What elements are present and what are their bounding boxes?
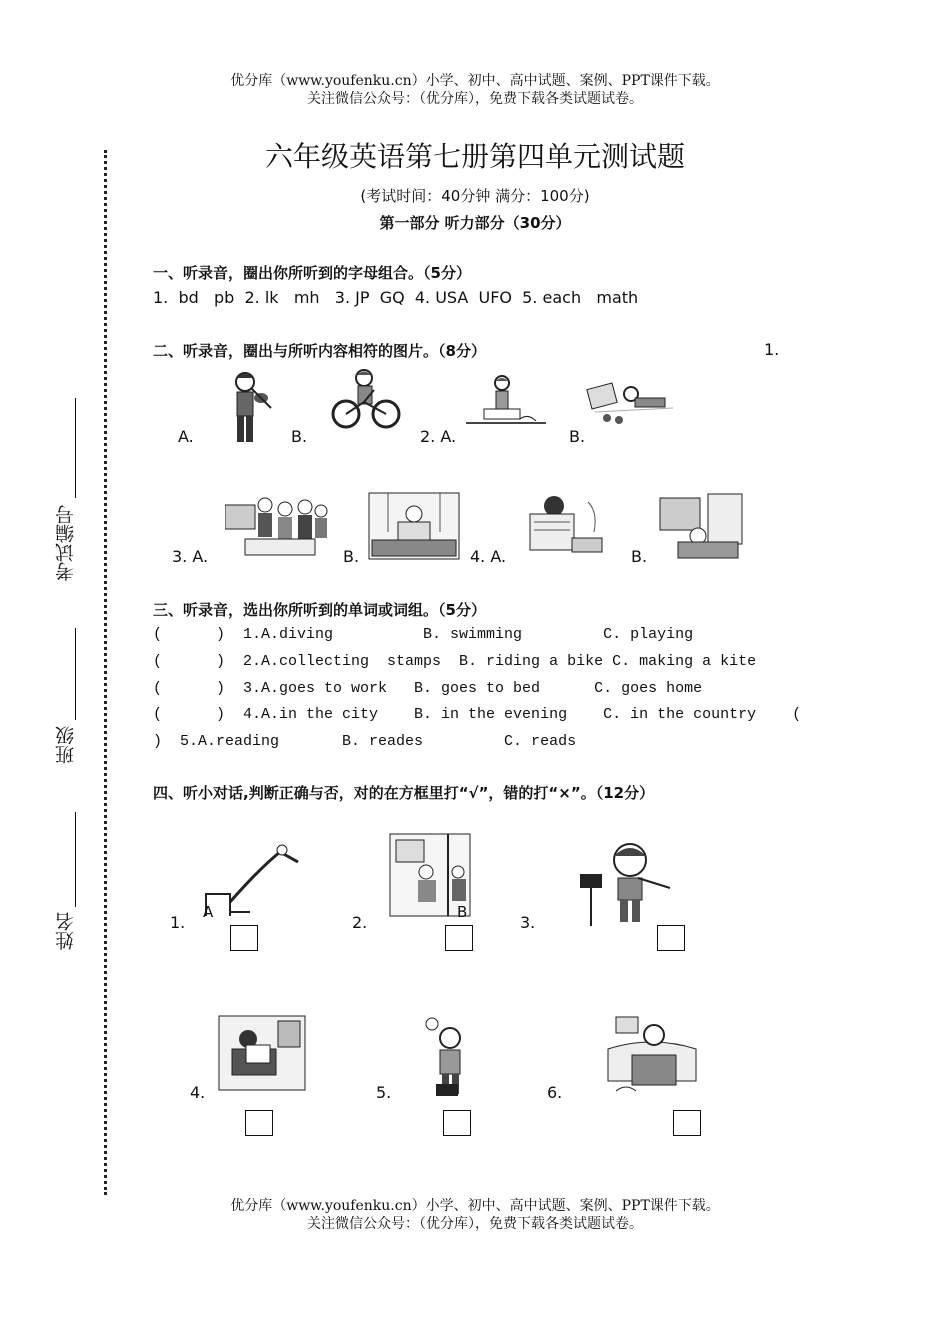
q3-line-4: ( ) 4.A.in the city B. in the evening C. in the country (	[153, 706, 802, 723]
q2-label: B.	[631, 547, 648, 566]
q4-title: 四、听小对话,判断正确与否，对的在方框里打“√”，错的打“×”。（12分）	[153, 784, 655, 802]
exam-info: (考试时间：40分钟 满分：100分)	[360, 187, 590, 205]
name-line	[75, 812, 76, 907]
pic-letter-b: B	[457, 903, 468, 921]
q3-line-5: ) 5.A.reading B. reades C. reads	[153, 733, 577, 750]
footer-line-2: 关注微信公众号：（优分库），免费下载各类试题试卷。	[307, 1216, 643, 1232]
page-title: 六年级英语第七册第四单元测试题	[264, 140, 685, 173]
q3-line-2: ( ) 2.A.collecting stamps B. riding a bike C. making a kite	[153, 653, 757, 670]
q2-label: 3. A.	[172, 547, 209, 566]
q2-label: 2. A.	[420, 427, 457, 446]
q2-label: B.	[569, 427, 586, 446]
boy-tv-image	[658, 492, 744, 560]
boy-walking-image	[412, 1016, 478, 1098]
answer-box[interactable]	[245, 1110, 273, 1136]
q2-label: A.	[178, 427, 194, 446]
q2-trailing-num: 1.	[764, 340, 780, 359]
q2-label: 4. A.	[470, 547, 507, 566]
q2-label: B.	[343, 547, 360, 566]
name-label: 姓名	[55, 912, 77, 950]
answer-box[interactable]	[657, 925, 685, 951]
class-line	[75, 628, 76, 720]
answer-box[interactable]	[445, 925, 473, 951]
man-reading-image	[218, 1015, 306, 1091]
q3-line-1: ( ) 1.A.diving B. swimming C. playing	[153, 626, 694, 643]
q4-label: 5.	[376, 1083, 392, 1102]
answer-box[interactable]	[443, 1110, 471, 1136]
class-label: 班级	[55, 726, 77, 764]
q1-items: 1. bd pb 2. lk mh 3. JP GQ 4. USA UFO 5. each math	[153, 288, 639, 307]
boy-violin-stand-image	[576, 838, 672, 928]
q4-label: 3.	[520, 913, 536, 932]
q4-label: 4.	[190, 1083, 206, 1102]
q1-title: 一、听录音，圈出你所听到的字母组合。（5分）	[153, 264, 471, 282]
header-line-1: 优分库（www.youfenku.cn）小学、初中、高中试题、案例、PPT课件下载。	[230, 73, 720, 89]
q3-line-3: ( ) 3.A.goes to work B. goes to bed C. goes home	[153, 680, 703, 697]
answer-box[interactable]	[673, 1110, 701, 1136]
man-newspaper-image	[518, 492, 608, 560]
part1-title: 第一部分 听力部分（30分）	[379, 214, 571, 232]
binding-dotted-line	[104, 150, 107, 1195]
boy-computer-image	[606, 1015, 698, 1099]
q2-label: B.	[291, 427, 308, 446]
exam-no-label: 考试编号	[55, 505, 77, 581]
q4-label: 6.	[547, 1083, 563, 1102]
answer-box[interactable]	[230, 925, 258, 951]
boy-bike-image	[330, 366, 402, 432]
boy-violin-image	[215, 368, 275, 446]
girl-kite-image	[466, 373, 546, 433]
q2-title: 二、听录音，圈出与所听内容相符的图片。（8分）	[153, 342, 486, 360]
q3-title: 三、听录音，选出你所听到的单词或词组。（5分）	[153, 601, 486, 619]
people-group-image	[225, 495, 329, 559]
pic-letter-a: A	[203, 903, 214, 921]
q4-label: 1.	[170, 913, 186, 932]
exam-no-line	[75, 398, 76, 498]
boy-stamps-image	[585, 378, 673, 428]
footer-line-1: 优分库（www.youfenku.cn）小学、初中、高中试题、案例、PPT课件下载。	[230, 1198, 720, 1214]
classroom-reading-image	[368, 492, 460, 560]
header-line-2: 关注微信公众号：（优分库），免费下载各类试题试卷。	[307, 91, 643, 107]
q4-label: 2.	[352, 913, 368, 932]
